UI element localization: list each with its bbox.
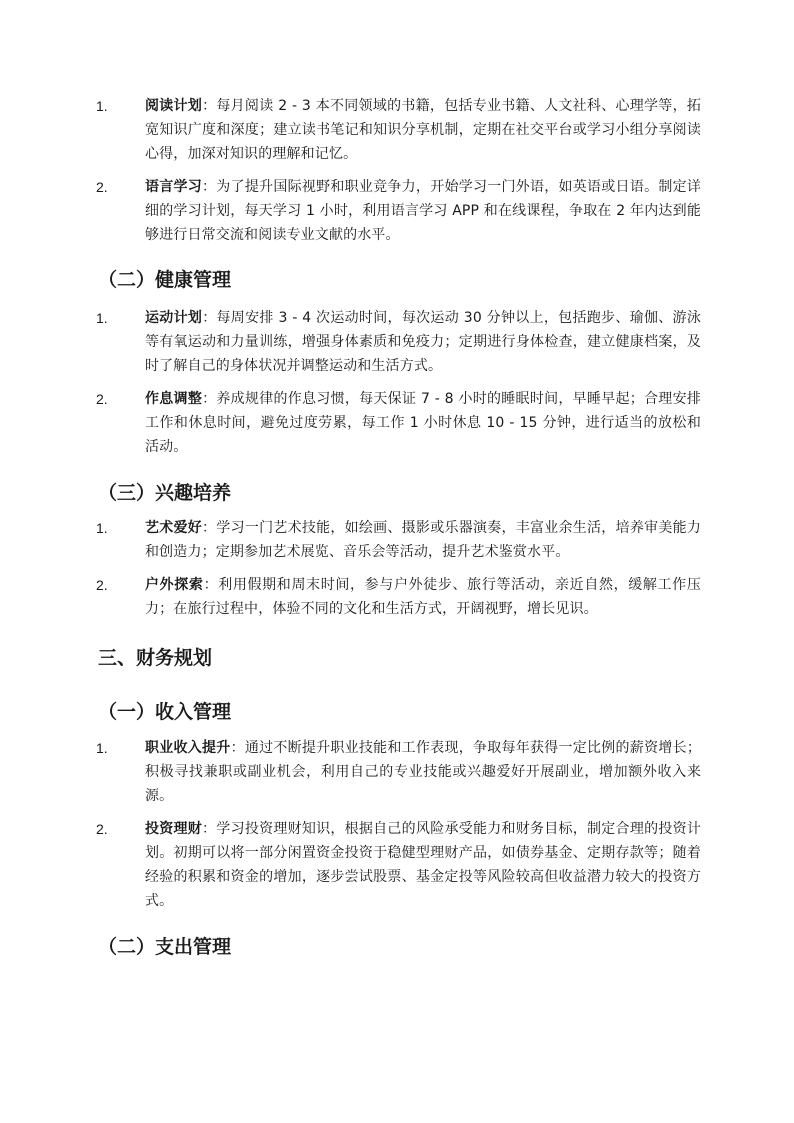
list-item xyxy=(0,94,794,166)
item-term: 作息调整 xyxy=(145,391,203,407)
list-item xyxy=(0,516,794,564)
reading-list xyxy=(0,94,794,247)
list-text xyxy=(145,516,701,564)
chapter-heading-finance: 三、财务规划 xyxy=(98,647,213,669)
section-heading-health: （二）健康管理 xyxy=(98,269,232,291)
item-body: ：学习一门艺术技能，如绘画、摄影或乐器演奏，丰富业余生活，培养审美能力和创造力；定期参加艺术展览、音乐会等活动，提升艺术鉴赏水平。 xyxy=(145,520,701,560)
list-text xyxy=(145,94,701,166)
list-item xyxy=(0,175,794,247)
item-term: 艺术爱好 xyxy=(145,520,203,536)
list-text xyxy=(145,736,701,808)
section-heading-interest: （三）兴趣培养 xyxy=(98,482,232,504)
interest-list xyxy=(0,516,794,621)
item-body: ：为了提升国际视野和职业竞争力，开始学习一门外语，如英语或日语。制定详细的学习计划，每天学习 1 小时，利用语言学习 APP 和在线课程，争取在 2 年内达到能够进行日常交流和阅读专业文献的水平。 xyxy=(145,179,701,243)
item-body: ：每周安排 3 - 4 次运动时间，每次运动 30 分钟以上，包括跑步、瑜伽、游泳等有氧运动和力量训练，增强身体素质和免疫力；定期进行身体检查，建立健康档案，及时了解自己的身体状况并调整运动和生活方式。 xyxy=(145,310,701,374)
health-list xyxy=(0,306,794,459)
list-number: 1. xyxy=(96,310,108,326)
list-number: 1. xyxy=(96,520,108,536)
list-text xyxy=(145,817,701,913)
item-term: 户外探索 xyxy=(145,577,204,593)
list-item xyxy=(0,736,794,808)
list-text xyxy=(145,573,701,621)
list-number: 2. xyxy=(96,179,108,195)
list-text xyxy=(145,387,701,459)
income-list xyxy=(0,736,794,913)
item-term: 阅读计划 xyxy=(145,98,203,114)
section-heading-income: （一）收入管理 xyxy=(98,701,232,723)
item-term: 语言学习 xyxy=(145,179,203,195)
list-text xyxy=(145,175,701,247)
item-body: ：学习投资理财知识，根据自己的风险承受能力和财务目标，制定合理的投资计划。初期可以将一部分闲置资金投资于稳健型理财产品，如债券基金、定期存款等；随着经验的积累和资金的增加，逐步尝试股票、基金定投等风险较高但收益潜力较大的投资方式。 xyxy=(145,821,701,909)
item-body: ：通过不断提升职业技能和工作表现，争取每年获得一定比例的薪资增长；积极寻找兼职或副业机会，利用自己的专业技能或兴趣爱好开展副业，增加额外收入来源。 xyxy=(145,740,701,804)
list-number: 2. xyxy=(96,391,108,407)
section-heading-expense: （二）支出管理 xyxy=(98,936,232,958)
item-term: 职业收入提升 xyxy=(145,740,231,756)
list-number: 1. xyxy=(96,98,108,114)
item-body: ：养成规律的作息习惯，每天保证 7 - 8 小时的睡眠时间，早睡早起；合理安排工作和休息时间，避免过度劳累，每工作 1 小时休息 10 - 15 分钟，进行适当的放松和活动。 xyxy=(145,391,701,455)
list-item xyxy=(0,817,794,913)
list-item xyxy=(0,573,794,621)
item-body: ：利用假期和周末时间，参与户外徒步、旅行等活动，亲近自然，缓解工作压力；在旅行过程中，体验不同的文化和生活方式，开阔视野，增长见识。 xyxy=(145,577,701,617)
item-term: 投资理财 xyxy=(145,821,203,837)
list-text xyxy=(145,306,701,378)
list-number: 1. xyxy=(96,740,108,756)
list-number: 2. xyxy=(96,821,108,837)
list-number: 2. xyxy=(96,577,108,593)
list-item xyxy=(0,387,794,459)
list-item xyxy=(0,306,794,378)
item-body: ：每月阅读 2 - 3 本不同领域的书籍，包括专业书籍、人文社科、心理学等，拓宽知识广度和深度；建立读书笔记和知识分享机制，定期在社交平台或学习小组分享阅读心得，加深对知识的理解和记忆。 xyxy=(145,98,701,162)
item-term: 运动计划 xyxy=(145,310,203,326)
